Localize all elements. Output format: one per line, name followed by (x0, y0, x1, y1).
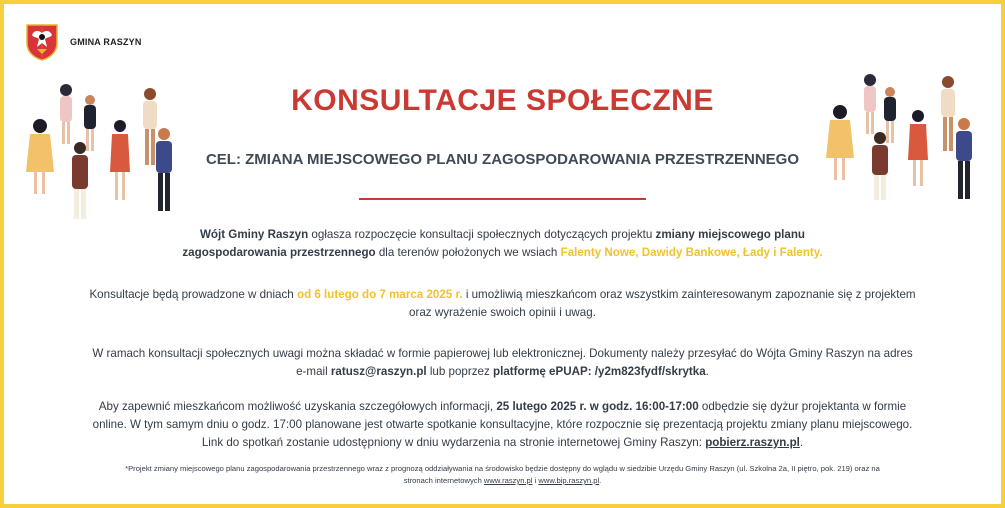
header-logo (25, 23, 142, 61)
text-fragment: . (599, 476, 602, 485)
text-fragment: stronach internetowych (403, 476, 484, 485)
text-fragment: . (799, 436, 804, 449)
announcer-name: Wójt Gminy Raszyn (199, 228, 309, 241)
footnote-text: *Projekt zmiany miejscowego planu zagospodarowania przestrzennego wraz z prognozą oddziaływania na środowisko będzie dostępny do wglądu w siedzibie Urzędu Gminy Raszyn (ul. Szkolna 2a, II piętro, pok. 219) oraz na (125, 464, 880, 473)
project-name-part1: zmiany miejscowego planu (655, 228, 806, 241)
org-name: GMINA RASZYN (70, 37, 142, 47)
announcement-paragraph (40, 226, 965, 262)
dates-paragraph (40, 286, 965, 322)
raszyn-link[interactable]: www.raszyn.pl (483, 476, 533, 485)
text-fragment: odbędzie się dyżur projektanta w formie (698, 400, 907, 413)
text-fragment: dla terenów położonych we wsiach (375, 246, 561, 259)
text-fragment: . (705, 365, 709, 378)
text-fragment: Konsultacje będą prowadzone w dniach (89, 288, 297, 301)
footnote (40, 463, 965, 487)
text-fragment: online. W tym samym dniu o godz. 17:00 planowane jest otwarte spotkanie konsultacyjne, które rozpocznie się prezentacją projektu zmiany planu miejscowego. (92, 418, 913, 431)
person-figure (908, 110, 928, 186)
text-fragment: Aby zapewnić mieszkańcom możliwość uzyskania szczegółowych informacji, (98, 400, 497, 413)
text-fragment: lub poprzez (426, 365, 494, 378)
text-fragment: ogłasza rozpoczęcie konsultacji społecznych dotyczących projektu (308, 228, 656, 241)
text-fragment: e-mail (296, 365, 331, 378)
bip-link[interactable]: www.bip.raszyn.pl (538, 476, 600, 485)
coat-of-arms-icon (25, 23, 59, 61)
epuap-address: platformę ePUAP: /y2m823fydf/skrytka (493, 365, 706, 378)
divider (359, 198, 646, 200)
meeting-date: 25 lutego 2025 r. w godz. 16:00-17:00 (496, 400, 699, 413)
page-title: KONSULTACJE SPOŁECZNE (291, 84, 714, 117)
submission-paragraph (40, 345, 965, 381)
text-fragment: Link do spotkań zostanie udostępniony w dniu wydarzenia na stronie internetowej Gminy Raszyn: (201, 436, 706, 449)
pobierz-link[interactable]: pobierz.raszyn.pl (705, 436, 800, 449)
text-fragment: W ramach konsultacji społecznych uwagi można składać w formie papierowej lub elektronicznej. Dokumenty należy przesyłać do Wójta Gminy Raszyn na adres (92, 347, 913, 360)
page-subtitle: CEL: ZMIANA MIEJSCOWEGO PLANU ZAGOSPODAROWANIA PRZESTRZENNEGO (205, 151, 800, 168)
meeting-paragraph (40, 398, 965, 452)
project-name-part2: zagospodarowania przestrzennego (182, 246, 376, 259)
text-fragment: i umożliwią mieszkańcom oraz wszystkim zainteresowanym zapoznanie się z projektem (462, 288, 916, 301)
email-address[interactable]: ratusz@raszyn.pl (330, 365, 427, 378)
person-figure (156, 128, 172, 211)
text-fragment: oraz wyrażenie swoich opinii i uwag. (409, 306, 596, 319)
villages-highlight: Falenty Nowe, Dawidy Bankowe, Łady i Falenty. (560, 246, 823, 259)
text-fragment: i (532, 476, 539, 485)
dates-highlight: od 6 lutego do 7 marca 2025 r. (296, 288, 463, 301)
